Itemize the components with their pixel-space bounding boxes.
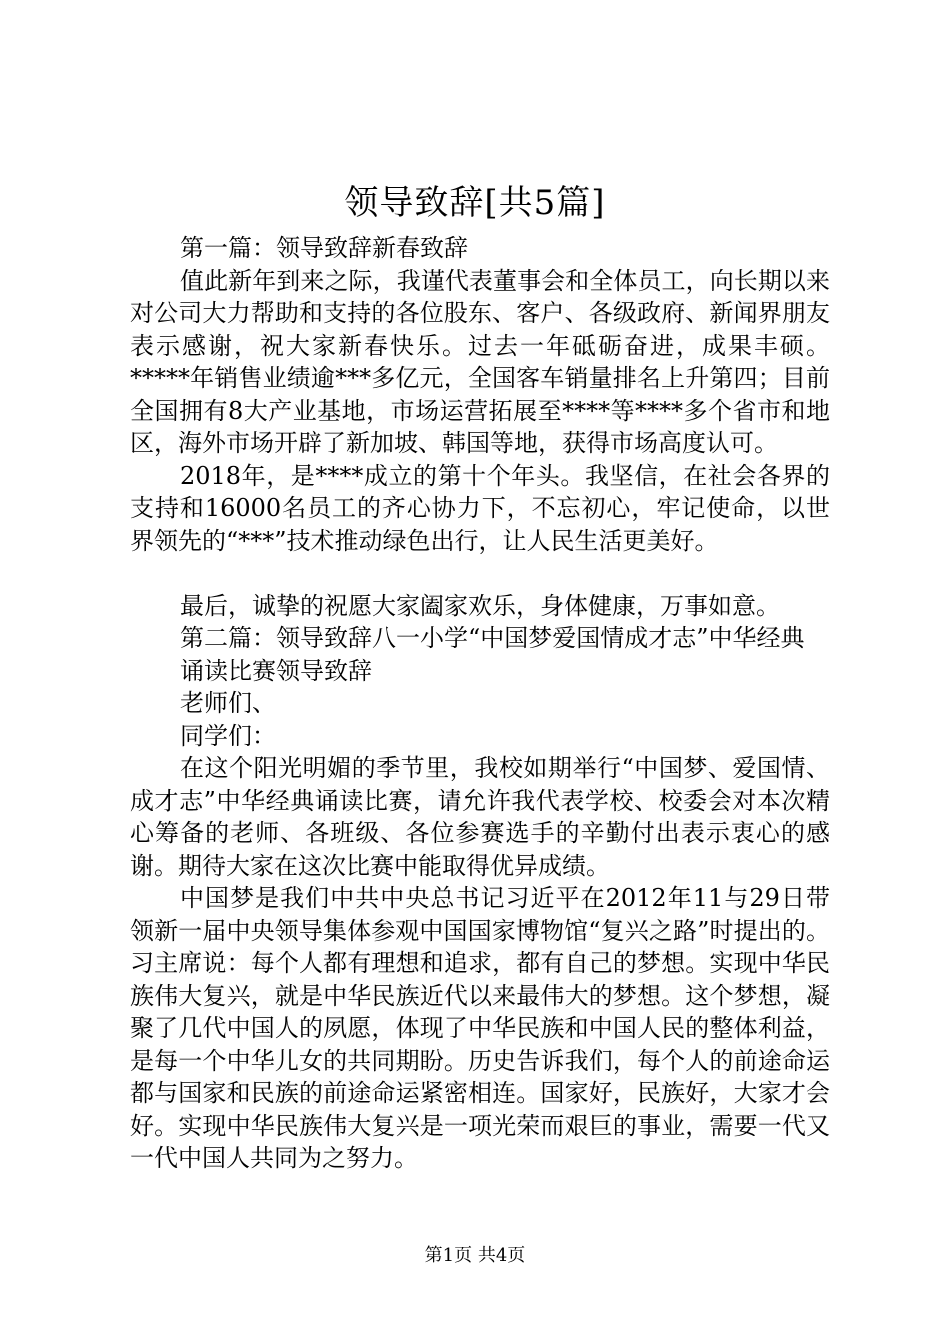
section-heading-1: 第一篇：领导致辞新春致辞 [180,234,468,262]
page-footer: 第1页 共4页 [424,1245,526,1266]
paragraph: 在这个阳光明媚的季节里，我校如期举行“中国梦、爱国情、成才志”中华经典诵读比赛，请允许我代表学校、校委会对本次精心筹备的老师、各班级、各位参赛选手的辛勤付出表示衷心的感谢。期待大家在这次比赛中能取得优异成绩。 [130,754,830,880]
section-heading-2: 第二篇：领导致辞八一小学“中国梦爱国情成才志”中华经典 [180,624,805,652]
paragraph: 2018年，是****成立的第十个年头。我坚信，在社会各界的支持和16000名员工的齐心协力下，不忘初心，牢记使命，以世界领先的“***”技术推动绿色出行，让人民生活更美好。 [130,461,830,555]
salutation-line: 同学们： [180,721,276,750]
paragraph: 中国梦是我们中共中央总书记习近平在2012年11与29日带领新一届中央领导集体参观中国国家博物馆“复兴之路”时提出的。习主席说：每个人都有理想和追求，都有自己的梦想。实现中华民族伟大复兴，就是中华民族近代以来最伟大的梦想。这个梦想，凝聚了几代中国人的夙愿，体现了中华民族和中国人民的整体利益，是每一个中华儿女的共同期盼。历史告诉我们，每个人的前途命运都与国家和民族的前途命运紧密相连。国家好，民族好，大家才会好。实现中华民族伟大复兴是一项光荣而艰巨的事业，需要一代又一代中国人共同为之努力。 [130,884,830,1172]
section-heading-2-continued: 诵读比赛领导致辞 [180,656,372,685]
paragraph: 最后，诚挚的祝愿大家阖家欢乐，身体健康，万事如意。 [180,591,780,620]
salutation-line: 老师们、 [180,689,276,717]
paragraph: 值此新年到来之际，我谨代表董事会和全体员工，向长期以来对公司大力帮助和支持的各位股东、客户、各级政府、新闻界朋友表示感谢，祝大家新春快乐。过去一年砥砺奋进，成果丰硕。*****年销售业绩逾***多亿元，全国客车销量排名上升第四；目前全国拥有8大产业基地，市场运营拓展至****等****多个省市和地区，海外市场开辟了新加坡、韩国等地，获得市场高度认可。 [130,266,830,457]
document-title: 领导致辞[共5篇] [344,183,606,223]
blank-line [130,557,830,590]
document-body [130,232,830,1175]
